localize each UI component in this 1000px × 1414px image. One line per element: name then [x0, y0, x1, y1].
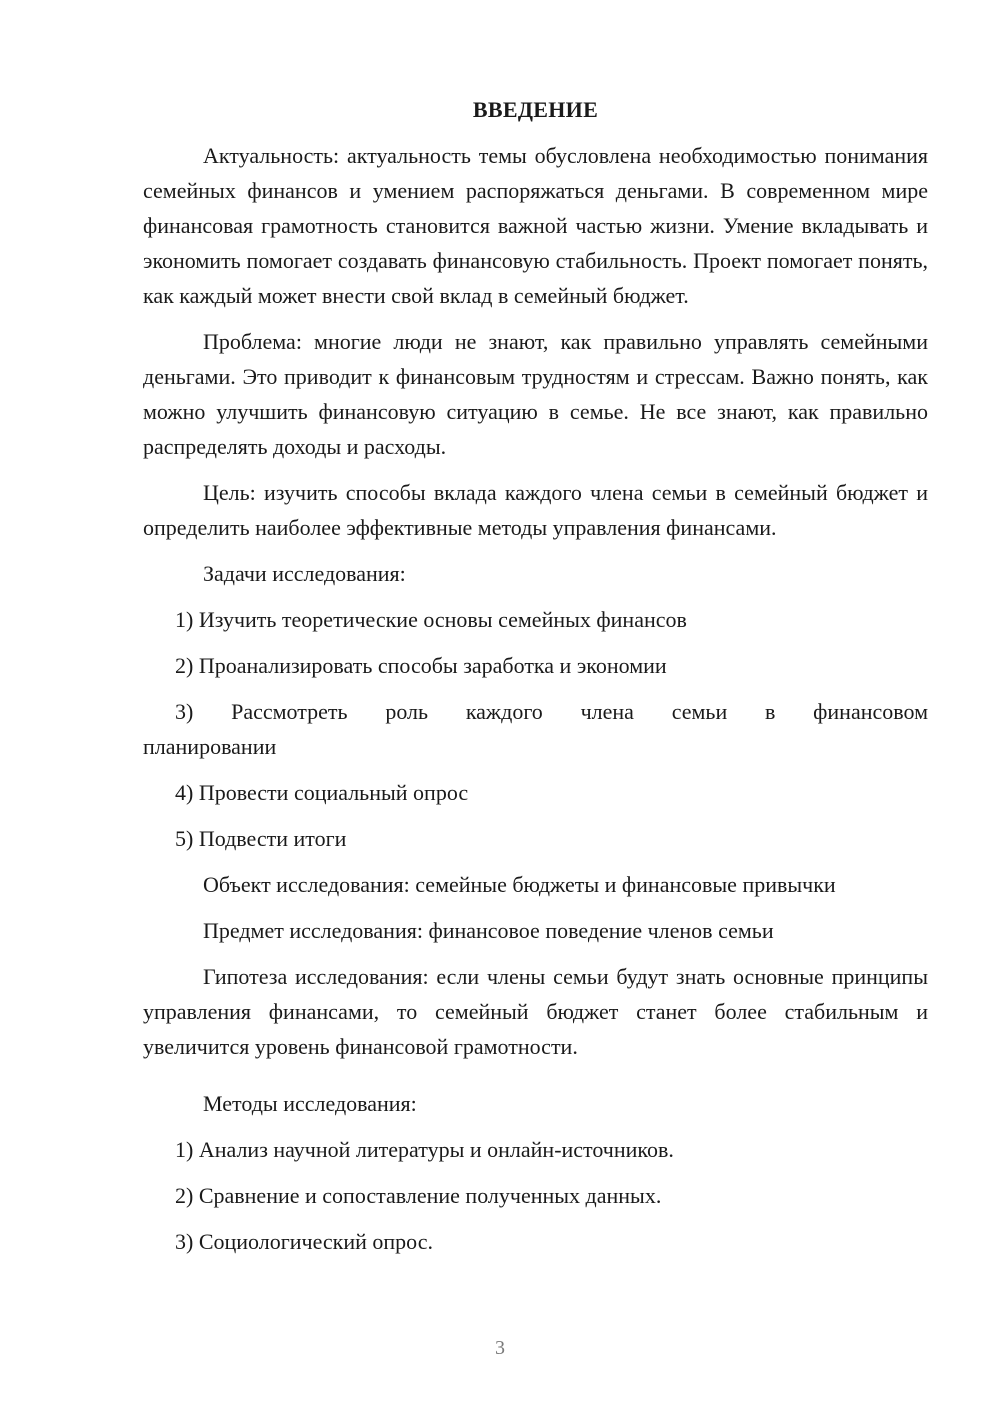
task-item: 2) Проанализировать способы заработка и экономии — [175, 653, 667, 678]
problem-paragraph: Проблема: многие люди не знают, как правильно управлять семейными деньгами. Это приводит к финансовым трудностям и стрессам. Важно понять, как можно улучшить финансовую ситуацию в семье. Не все знают, как правильно распределять доходы и расходы. — [143, 329, 928, 459]
object-line: Объект исследования: семейные бюджеты и финансовые привычки — [203, 872, 836, 897]
method-item: 1) Анализ научной литературы и онлайн-источников. — [175, 1137, 674, 1162]
task-item-line: 3) Рассмотреть роль каждого члена семьи в финансовом — [175, 699, 928, 724]
task-item — [143, 694, 928, 764]
document-page — [143, 92, 928, 1259]
page-title: ВВЕДЕНИЕ — [472, 97, 599, 122]
task-item: 1) Изучить теоретические основы семейных финансов — [175, 607, 687, 632]
method-item: 3) Социологический опрос. — [175, 1229, 433, 1254]
page-number: 3 — [495, 1337, 505, 1359]
tasks-title: Задачи исследования: — [203, 561, 406, 586]
task-item-continuation: планировании — [143, 734, 277, 759]
relevance-paragraph: Актуальность: актуальность темы обусловлена необходимостью понимания семейных финансов и умением распоряжаться деньгами. В современном мире финансовая грамотность становится важной частью жизни. Умение вкладывать и экономить помогает создавать финансовую стабильность. Проект помогает понять, как каждый может внести свой вклад в семейный бюджет. — [143, 143, 928, 308]
task-item: 4) Провести социальный опрос — [175, 780, 469, 805]
hypothesis-paragraph: Гипотеза исследования: если члены семьи будут знать основные принципы управления финансами, то семейный бюджет станет более стабильным и увеличится уровень финансовой грамотности. — [143, 964, 928, 1059]
goal-paragraph: Цель: изучить способы вклада каждого члена семьи в семейный бюджет и определить наиболее эффективные методы управления финансами. — [143, 480, 928, 540]
task-item: 5) Подвести итоги — [175, 826, 347, 851]
methods-title: Методы исследования: — [203, 1091, 417, 1116]
method-item: 2) Сравнение и сопоставление полученных данных. — [175, 1183, 662, 1208]
subject-line: Предмет исследования: финансовое поведение членов семьи — [203, 918, 774, 943]
